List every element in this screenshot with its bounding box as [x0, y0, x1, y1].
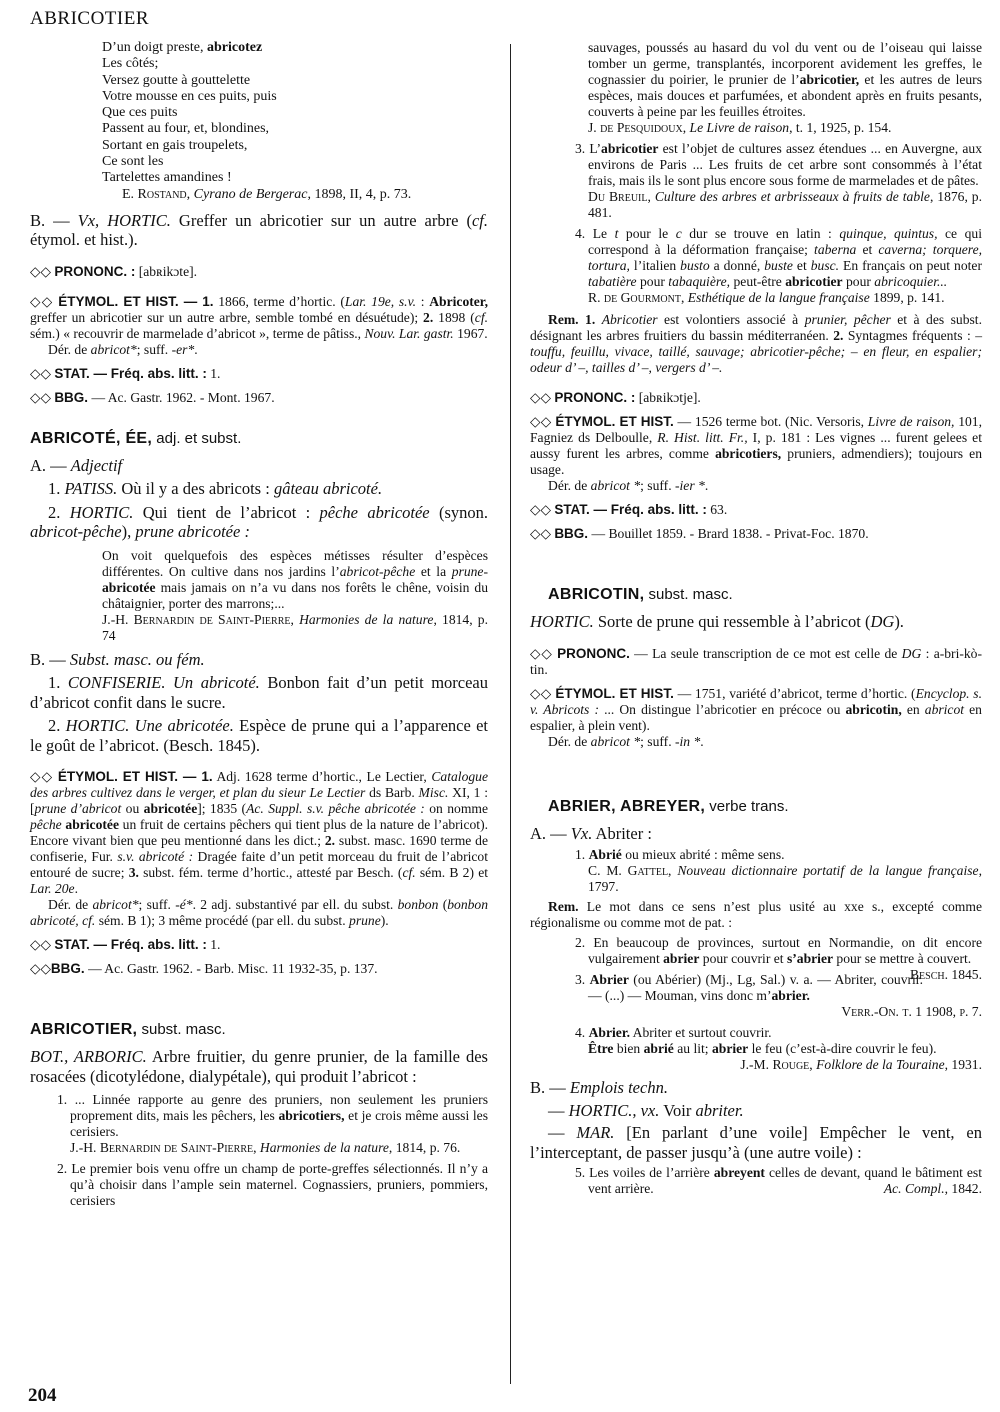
poem-line: Votre mousse en ces puits, puis: [102, 88, 277, 104]
sense-B: B. — Vx, HORTIC. Greffer un abricotier sur un autre arbre (cf. étymol. et hist.).: [30, 210, 488, 250]
derivation: Dér. de abricot *; suff. -in *.: [548, 733, 704, 749]
sense-B2: 2. HORTIC. Une abricotée. Espèce de prune qui a l’apparence et le goût de l’abricot. (Besch. 1845).: [30, 716, 489, 755]
derivation: Dér. de abricot*; suff. -é*. 2 adj. substantivé par ell. du subst. bonbon (bonbon abricoté, cf. sém. B 1); 3 même procédé (par ell. du subst. prune).: [30, 897, 488, 929]
etymology-section: ◇◇ ÉTYMOL. ET HIST. — 1. Adj. 1628 terme d’hortic., Le Lectier, Catalogue des arbres cultivez dans le verger, et plan du sieur Le Lectier ds Barb. Misc. XI, 1 : [prune d’abricot ou abricotée]; 1835 (Ac. Suppl. s.v. pêche abricotée : on nomme pêche abricotée un fruit de certains pêchers qui tient plus de la nature de l’abricot). Encore vivant bien que peu mentionné dans les dict.; 2. subst. masc. 1690 terme de confiserie, Fur. s.v. abricoté : Dragée faite d’un petit morceau du fruit de l’abricot entouré de sucre; 3. subst. fém. terme d’hortic., attesté par Besch. (cf. sém. B 2) et Lar. 20e.: [30, 769, 489, 897]
sense-B1: 1. CONFISERIE. Un abricoté. Bonbon fait d’un petit morceau d’abricot confit dans le sucre.: [30, 673, 488, 712]
quotation: 1. Abrié ou mieux abrité : même sens. C. M. Gattel, Nouveau dictionnaire portatif de la langue française, 1797.: [575, 847, 982, 894]
etymology-section: ◇◇ ÉTYMOL. ET HIST. — 1751, variété d’abricot, terme d’hortic. (Encyclop. s. v. Abricots : ... On distingue l’abricotier en précoce ou abricotin, en abricot en espalier, à plein vent).: [530, 685, 983, 733]
sense-A2: 2. HORTIC. Qui tient de l’abricot : pêche abricotée (synon. abricot-pêche), prune abricotée :: [30, 502, 488, 542]
stat-section: ◇◇ STAT. — Fréq. abs. litt. : 1.: [30, 365, 221, 381]
running-head: ABRICOTIER: [30, 8, 149, 29]
bbg-section: ◇◇ BBG. — Ac. Gastr. 1962. - Mont. 1967.: [30, 389, 275, 405]
poem-line: Ce sont les: [102, 154, 164, 170]
quote-source: Verr.-On. t. 1 1908, p. 7.: [841, 1004, 982, 1019]
quote-source: R. de Gourmont, Esthétique de la langue française 1899, p. 141.: [588, 290, 945, 305]
quotation: 2. Le premier bois venu offre un champ de porte-greffes sélectionnés. Il n’y a qu’à choisir dans l’ample sein maternel. Cognassiers, pruniers, pommiers, cerisiers: [57, 1161, 488, 1209]
quotation: 4. Le t pour le c dur se trouve en latin : quinque, quintus, ce qui correspond à la déformation française; taberna et caverna; torquere, tortura, l’italien busto a donné, buste et busc. En français on peut noter tabatière pour tabaquière, peut-être abricotier pour abricoquier... R. de Gourmont, Esthétique de la langue française 1899, p. 141.: [575, 226, 982, 305]
poem: [30, 40, 488, 203]
page-number: 204: [28, 1385, 57, 1406]
quote-source: C. M. Gattel, Nouveau dictionnaire portatif de la langue française, 1797.: [588, 863, 982, 894]
entry-headword: ABRICOTIER, subst. masc.: [30, 1021, 226, 1039]
quote-source: E. Rostand, Cyrano de Bergerac, 1898, II, 4, p. 73.: [122, 186, 412, 202]
quote-source: J.-M. Rouge, Folklore de la Touraine, 1931.: [740, 1057, 982, 1072]
poem-line: Versez goutte à gouttelette: [102, 72, 251, 88]
left-column: [30, 40, 488, 1209]
quote-source: Ac. Compl., 1842.: [883, 1181, 982, 1196]
prononc-section: ◇◇ PRONONC. : [abʀikɔte].: [30, 263, 198, 279]
sense-A: A. — Vx. Abriter :: [530, 823, 652, 843]
poem-line: Sortant en gais troupelets,: [102, 137, 248, 153]
sense-A1: 1. PATISS. Où il y a des abricots : gâteau abricoté.: [48, 479, 383, 499]
derivation: Dér. de abricot*; suff. -er*.: [48, 341, 198, 357]
quotation: 5. Les voiles de l’arrière abreyent celles de devant, quand le bâtiment est vent arrière. Ac. Compl., 1842.: [575, 1165, 982, 1196]
poem-line: Passent au four, et, blondines,: [102, 121, 270, 137]
etymology-section: ◇◇ ÉTYMOL. ET HIST. — 1. 1866, terme d’hortic. (Lar. 19e, s.v. : Abricoter, greffer un abricotier sur un autre arbre, semble tombé en désuétude); 2. 1898 (cf. sém.) « recouvrir de marmelade d’abricot », terme de pâtiss., Nouv. Lar. gastr. 1967.: [30, 293, 488, 341]
quotation: sauvages, poussés au hasard du vol du vent ou de l’oiseau qui laisse tomber un germe, transplantés, incorporent avidement les greffes, le cognassier du poirier, le prunier de l’abricotier, et les autres de leurs espèces, mais douces et parfumées, et abondent après en fruits pesants, couverts à peine par les feuilles étroites. J. de Pesquidoux, Le Livre de raison, t. 1, 1925, p. 154.: [588, 40, 982, 135]
quotation: 1. ... Linnée rapporte au genre des pruniers, non seulement les pruniers proprement dits, mais les pêchers, les abricotiers, et je crois même aussi les cerisiers. J.-H. Bernardin de Saint-Pierre, Harmonies de la nature, 1814, p. 76.: [57, 1092, 488, 1156]
quote-source: Du Breuil, Culture des arbres et arbrisseaux à fruits de table, 1876, p. 481.: [588, 189, 982, 220]
prononc-section: ◇◇ PRONONC. — La seule transcription de ce mot est celle de DG : a-bri-kò-tin.: [530, 645, 982, 677]
entry-headword: ABRICOTIN, subst. masc.: [548, 586, 733, 603]
stat-section: ◇◇ STAT. — Fréq. abs. litt. : 1.: [30, 937, 221, 953]
bbg-section: ◇◇ BBG. — Bouillet 1859. - Brard 1838. - Privat-Foc. 1870.: [530, 526, 869, 541]
entry-headword: ABRICOTÉ, ÉE, adj. et subst.: [30, 429, 242, 447]
remark: Rem. Le mot dans ce sens n’est plus usité au xxe s., excepté comme régionalisme ou comme mot de pat. :: [530, 899, 982, 930]
quote-source: J.-H. Bernardin de Saint-Pierre, Harmonies de la nature, 1814, p. 74: [102, 611, 488, 643]
entry-headword: ABRIER, ABREYER, verbe trans.: [548, 797, 789, 815]
derivation: Dér. de abricot *; suff. -ier *.: [548, 478, 709, 493]
quote-source: J. de Pesquidoux, Le Livre de raison, t. 1, 1925, p. 154.: [588, 120, 892, 135]
poem-line: Que ces puits: [102, 105, 178, 121]
quotation: On voit quelquefois des espèces métisses résulter d’espèces différentes. On cultive dans nos jardins l’abricot-pêche et la prune-abricotée mais jamais on n’a vu dans nos forêts le chêne, voisin du châtaignier, porter des marrons;... J.-H. Bernardin de Saint-Pierre, Harmonies de la nature, 1814, p. 74: [102, 547, 488, 643]
bbg-section: ◇◇BBG. — Ac. Gastr. 1962. - Barb. Misc. 11 1932-35, p. 137.: [30, 961, 378, 977]
column-rule: [510, 44, 511, 1384]
definition: BOT., ARBORIC. Arbre fruitier, du genre prunier, de la famille des rosacées (dicotylédone, dialypétale), qui produit l’abricot :: [30, 1047, 488, 1086]
sense-B: B. — Subst. masc. ou fém.: [30, 649, 205, 669]
poem-line: D’un doigt preste, abricotez: [102, 40, 263, 55]
sense-B2: — MAR. [En parlant d’une voile] Empêcher le vent, en l’interceptant, de passer jusqu’à (une autre voile) :: [530, 1123, 982, 1162]
right-column: [530, 40, 982, 1197]
quotation: 3. L’abricotier est l’objet de cultures assez étendues ... en Auvergne, aux environs de Paris ... Les fruits de cet arbre sont consommés à l’état frais, mais ils le sont plus encore sous forme de marmelades et de pâtes. Du Breuil, Culture des arbres et arbrisseaux à fruits de table, 1876, p. 481.: [575, 141, 982, 220]
poem-line: Tartelettes amandines !: [102, 170, 232, 186]
remark: Rem. 1. Abricotier est volontiers associé à prunier, pêcher et à des subst. désignant les arbres fruitiers du bassin méditerranéen. 2. Syntagmes fréquents : – touffu, feuillu, vivace, taillé, sauvage; abricotier-pêche; – en fleur, en espalier; odeur d’ –, tailles d’ –, vergers d’ –.: [530, 312, 983, 375]
prononc-section: ◇◇ PRONONC. : [abʀikɔtje].: [530, 390, 701, 405]
quote-source: Besch. 1845.: [909, 967, 982, 982]
quotation: 4. Abrier. Abriter et surtout couvrir. Être bien abrié au lit; abrier le feu (c’est-à-dire couvrir le feu). J.-M. Rouge, Folklore de la Touraine, 1931.: [575, 1025, 982, 1072]
definition: HORTIC. Sorte de prune qui ressemble à l’abricot (DG).: [530, 612, 904, 631]
etymology-section: ◇◇ ÉTYMOL. ET HIST. — 1526 terme bot. (Nic. Versoris, Livre de raison, 101, Fagniez ds Delboulle, R. Hist. litt. Fr., I, p. 181 : Les vignes ... furent gelees et aussy furent les arbres, comme abricotiers, pruniers, admendiers); toujours en usage.: [530, 414, 983, 477]
quotation: 2. En beaucoup de provinces, surtout en Normandie, on dit encore vulgairement abrier pour couvrir et s’abrier pour se mettre à couvert. Besch. 1845.: [575, 935, 982, 982]
sense-A: A. — Adjectif: [30, 455, 123, 475]
stat-section: ◇◇ STAT. — Fréq. abs. litt. : 63.: [530, 502, 728, 517]
quotation: 3. Abrier (ou Abérier) (Mj., Lg, Sal.) v. a. — Abriter, couvrir. — (...) — Mouman, vins donc m’abrier. Verr.-On. t. 1 1908, p. 7.: [575, 972, 982, 1019]
quote-source: J.-H. Bernardin de Saint-Pierre, Harmonies de la nature, 1814, p. 76.: [70, 1140, 461, 1156]
sense-B1: — HORTIC., vx. Voir abriter.: [548, 1100, 744, 1120]
poem-line: Les côtés;: [102, 56, 159, 72]
sense-B: B. — Emplois techn.: [530, 1078, 668, 1097]
